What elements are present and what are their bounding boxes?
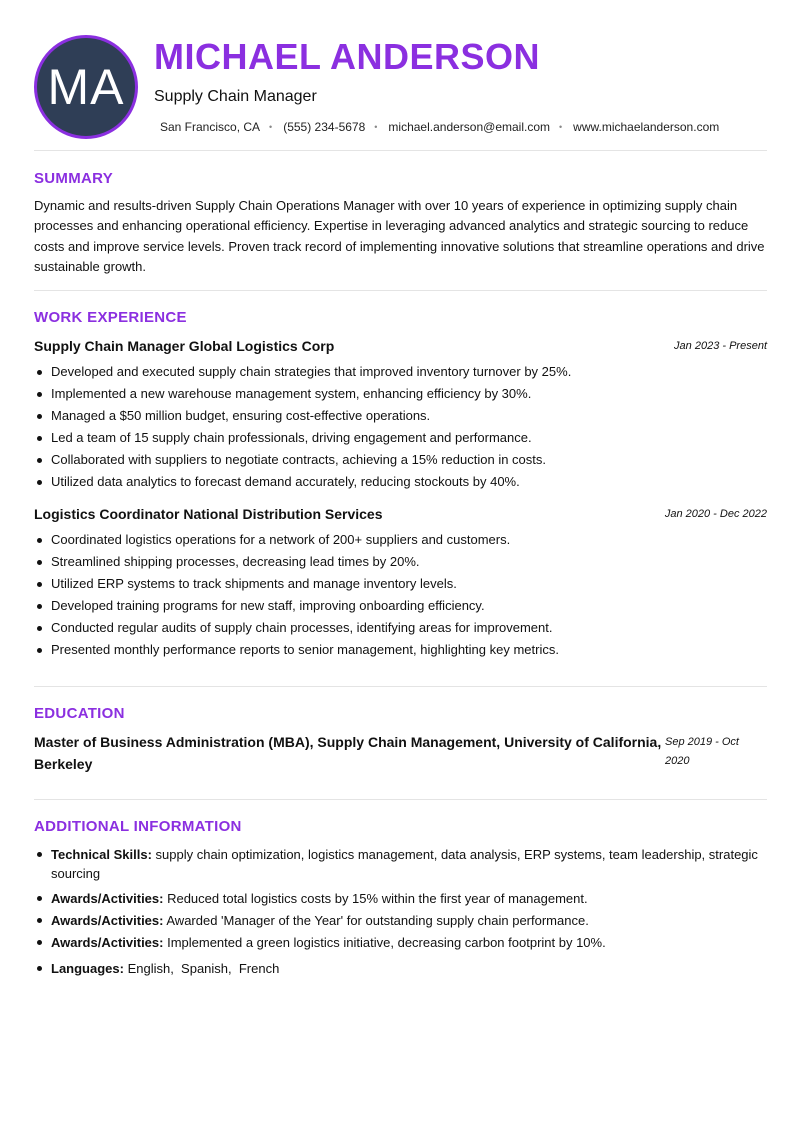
job-title: Supply Chain Manager Global Logistics Corp (34, 338, 335, 354)
list-item: Developed training programs for new staff, improving onboarding efficiency. (34, 598, 767, 614)
contact-location: San Francisco, CA (160, 120, 261, 134)
item-label: Awards/Activities: (51, 913, 164, 928)
list-item: Implemented a new warehouse management system, enhancing efficiency by 30%. (34, 386, 767, 402)
summary-heading: SUMMARY (34, 170, 114, 187)
job-date: Jan 2023 - Present (674, 340, 767, 352)
experience-heading: WORK EXPERIENCE (34, 309, 187, 326)
item-text: Implemented a green logistics initiative, decreasing carbon footprint by 10%. (163, 935, 606, 950)
job-header (34, 506, 767, 524)
education-date: Sep 2019 - Oct 2020 (665, 736, 739, 767)
education-heading: EDUCATION (34, 705, 125, 722)
section-divider (34, 290, 767, 291)
job-bullets (34, 364, 767, 496)
list-item: Developed and executed supply chain strategies that improved inventory turnover by 25%. (34, 364, 767, 380)
list-item: Utilized ERP systems to track shipments and manage inventory levels. (34, 576, 767, 592)
item-text: Awarded 'Manager of the Year' for outstanding supply chain performance. (163, 913, 589, 928)
contact-website[interactable]: www.michaelanderson.com (573, 120, 720, 134)
list-item: Led a team of 15 supply chain professionals, driving engagement and performance. (34, 430, 767, 446)
resume-header (0, 0, 800, 150)
contact-bar (160, 120, 719, 134)
degree-title: Master of Business Administration (MBA), Supply Chain Management, University of California, Berkeley (34, 734, 662, 772)
list-item: Managed a $50 million budget, ensuring cost-effective operations. (34, 408, 767, 424)
section-divider (34, 799, 767, 800)
separator-dot: • (559, 122, 563, 132)
job-title: Logistics Coordinator National Distribution Services (34, 506, 383, 522)
list-item (34, 889, 767, 908)
list-item: Collaborated with suppliers to negotiate contracts, achieving a 15% reduction in costs. (34, 452, 767, 468)
list-item (34, 911, 767, 930)
item-label: Technical Skills: (51, 847, 152, 862)
summary-text: Dynamic and results-driven Supply Chain Operations Manager with over 10 years of experience in optimizing supply chain processes and enhancing operational efficiency. Expertise in leveraging advanced analytics and strategic sourcing to reduce costs and improve service levels. Proven track record of implementing innovative solutions that streamline operations and drive sustainable growth. (34, 198, 765, 274)
education-entry (34, 731, 767, 775)
list-item: Coordinated logistics operations for a network of 200+ suppliers and customers. (34, 532, 767, 548)
list-item: Streamlined shipping processes, decreasing lead times by 20%. (34, 554, 767, 570)
list-item: Utilized data analytics to forecast demand accurately, reducing stockouts by 40%. (34, 474, 767, 490)
additional-heading: ADDITIONAL INFORMATION (34, 818, 242, 835)
separator-dot: • (269, 122, 273, 132)
section-divider (34, 686, 767, 687)
additional-list (34, 845, 767, 978)
job-date: Jan 2020 - Dec 2022 (664, 508, 767, 520)
list-item (34, 959, 767, 978)
list-item (34, 845, 767, 883)
avatar (34, 35, 138, 139)
item-text: Reduced total logistics costs by 15% within the first year of management. (163, 891, 588, 906)
list-item: Presented monthly performance reports to senior management, highlighting key metrics. (34, 642, 767, 658)
list-item: Conducted regular audits of supply chain processes, identifying areas for improvement. (34, 620, 767, 636)
item-label: Awards/Activities: (51, 891, 164, 906)
item-text: English, Spanish, French (123, 961, 280, 976)
job-bullets (34, 532, 767, 664)
contact-phone: (555) 234-5678 (283, 120, 366, 134)
list-item (34, 933, 767, 952)
item-label: Awards/Activities: (51, 935, 164, 950)
job-header (34, 338, 767, 356)
item-text: supply chain optimization, logistics management, data analysis, ERP systems, team leadership, strategic sourcing (51, 847, 758, 881)
candidate-role: Supply Chain Manager (154, 88, 317, 105)
section-divider (34, 150, 767, 151)
item-label: Languages: (51, 961, 124, 976)
separator-dot: • (374, 122, 378, 132)
contact-email[interactable]: michael.anderson@email.com (388, 120, 551, 134)
candidate-name: MICHAEL ANDERSON (154, 36, 541, 77)
avatar-initials: MA (47, 59, 125, 115)
